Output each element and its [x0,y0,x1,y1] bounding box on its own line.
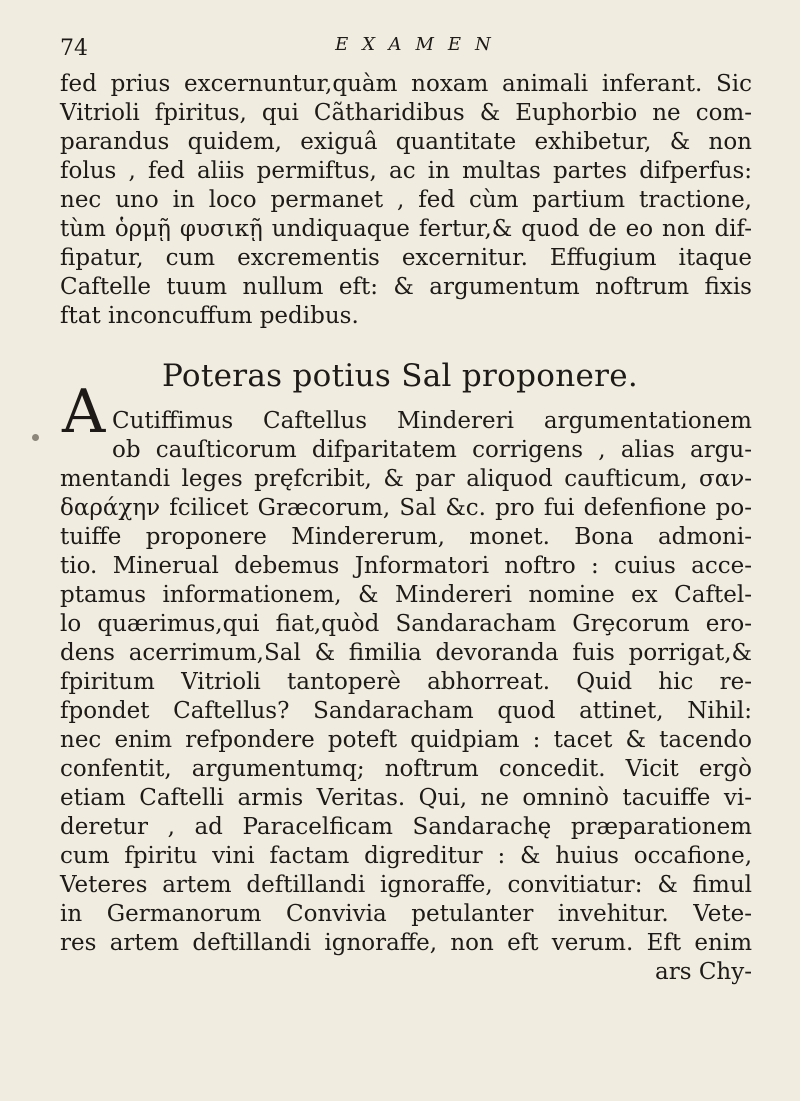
text-line: Caftelle tuum nullum eft: & argumentum noftrum fixis [60,274,752,300]
text-line: confentit, argumentumq; noftrum concedit. Vicit ergò [60,756,752,782]
catchword: ars Chy- [655,959,752,985]
text-line: deretur , ad Paracelficam Sandarachę præparationem [60,814,752,840]
text-line: res artem deftillandi ignoraffe, non eft verum. Eft enim [60,930,752,956]
text-line: ftat inconcuffum pedibus. [60,303,359,329]
text-line: ptamus informationem, & Mindereri nomine ex Caftel- [60,582,752,608]
text-line: fpondet Caftellus? Sandaracham quod attinet, Nihil: [60,698,752,724]
paper-blemish [32,434,39,441]
text-line: Vitrioli fpiritus, qui Cãtharidibus & Euphorbio ne com- [60,100,752,126]
text-line: in Germanorum Convivia petulanter invehitur. Vete- [60,901,752,927]
text-line: mentandi leges pręfcribit, & par aliquod caufticum, σαν- [60,466,752,492]
text-line: tio. Minerual debemus Jnformatori noftro : cuius acce- [60,553,752,579]
section-heading: Poteras potius Sal proponere. [161,358,639,394]
text-line: tùm ὁρμῇ φυσικῇ undiquaque fertur,& quod de eo non dif- [60,216,752,242]
text-line: ob cauſticorum difparitatem corrigens , alias argu- [112,437,752,463]
text-line: tuiffe proponere Mindererum, monet. Bona admoni- [60,524,752,550]
page-number: 74 [60,36,88,61]
text-line: Veteres artem deftillandi ignoraffe, convitiatur: & fimul [60,872,752,898]
text-line: parandus quidem, exiguâ quantitate exhibetur, & non [60,129,752,155]
text-line: lo quærimus,qui fiat,quòd Sandaracham Grȩcorum ero- [60,611,752,637]
text-line: nec enim refpondere poteft quidpiam : tacet & tacendo [60,727,752,753]
page-header [60,32,750,62]
text-line: folus , fed aliis permiftus, ac in multas partes difperfus: [60,158,752,184]
text-line: cum fpiritu vini factam digreditur : & huius occafione, [60,843,752,869]
text-line: fipatur, cum excrementis excernitur. Effugium itaque [60,245,752,271]
text-line: fpiritum Vitrioli tantoperè abhorreat. Quid hic re- [60,669,752,695]
text-line: dens acerrimum,Sal & fimilia devoranda fuis porrigat,& [60,640,752,666]
drop-cap: A [62,377,106,447]
text-line: etiam Caftelli armis Veritas. Qui, ne omninò tacuiffe vi- [60,785,752,811]
text-line: fed prius excernuntur,quàm noxam animali inferant. Sic [60,71,752,97]
text-line: δαράχην fcilicet Græcorum, Sal &c. pro fui defenfione po- [60,495,752,521]
running-head: EXAMEN [335,34,505,55]
text-line: Cutiffimus Caftellus Mindereri argumentationem [112,408,752,434]
text-line: nec uno in loco permanet , fed cùm partium tractione, [60,187,752,213]
